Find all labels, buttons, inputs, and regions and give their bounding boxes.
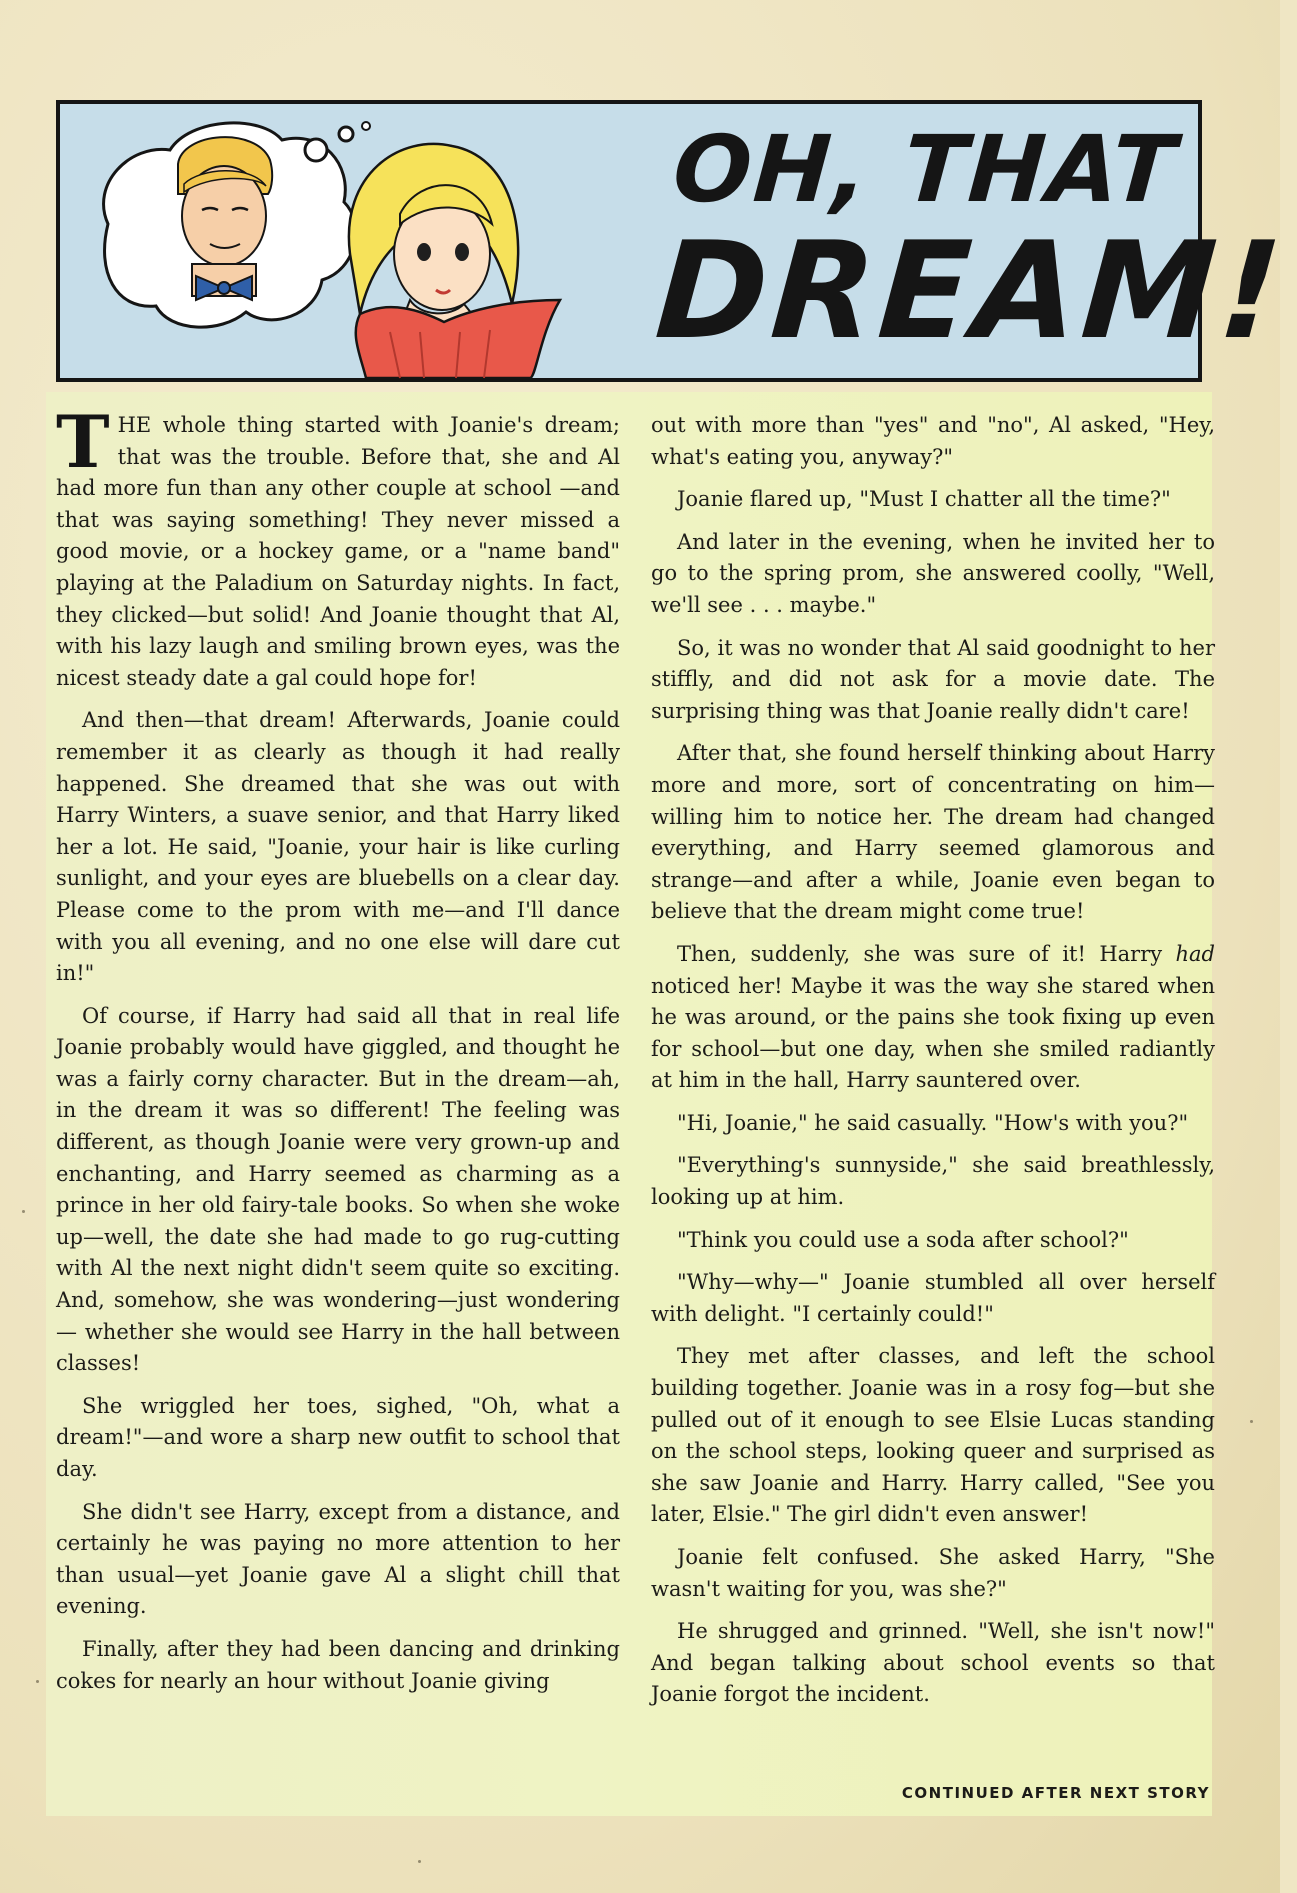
continued-note: CONTINUED AFTER NEXT STORY bbox=[901, 1784, 1210, 1802]
paragraph: And then—that dream! Afterwards, Joanie could remember it as clearly as though it had really happened. She dreamed that she was out with Harry Winters, a suave senior, and that Harry liked her a lot. He said, "Joanie, your hair is like curling sunlight, and your eyes are bluebells on a clear day. Please come to the prom with me—and I'll dance with you all evening, and no one else will dare cut in!" bbox=[56, 708, 620, 986]
paragraph: Joanie felt confused. She asked Harry, "She wasn't waiting for you, was she?" bbox=[651, 1545, 1215, 1601]
paragraph: Finally, after they had been dancing and drinking cokes for nearly an hour without Joanie giving bbox=[56, 1636, 620, 1693]
title-line-2: DREAM! bbox=[651, 213, 1291, 369]
paragraph: out with more than "yes" and "no", Al asked, "Hey, what's eating you, anyway?" bbox=[651, 413, 1215, 469]
paragraph: "Everything's sunnyside," she said breathlessly, looking up at him. bbox=[651, 1153, 1215, 1210]
paragraph: They met after classes, and left the school building together. Joanie was in a rosy fog—but she pulled out of it enough to see Elsie Lucas standing on the school steps, looking queer and surprised as she saw Joanie and Harry. Harry called, "See you later, Elsie." The girl didn't even answer! bbox=[651, 1344, 1215, 1527]
girl-portrait-icon bbox=[349, 144, 560, 378]
story-column-left bbox=[56, 399, 620, 1708]
paper-speck bbox=[418, 1860, 421, 1863]
title-line-1: OH, THAT bbox=[669, 116, 1181, 223]
paragraph: She wriggled her toes, sighed, "Oh, what a dream!"—and wore a sharp new outfit to school that day. bbox=[56, 1393, 620, 1481]
story-title bbox=[651, 116, 1291, 369]
paragraph: "Think you could use a soda after school?" bbox=[677, 1227, 1129, 1252]
banner-illustration bbox=[60, 104, 660, 378]
story-column-right bbox=[651, 410, 1215, 1722]
paragraph: Then, suddenly, she was sure of it! Harry had noticed her! Maybe it was the way she stared when he was around, or the pains she took fixing up even for school—but one day, when she smiled radiantly at him in the hall, Harry sauntered over. bbox=[651, 941, 1215, 1093]
drop-cap: T bbox=[56, 399, 110, 484]
paragraph: He shrugged and grinned. "Well, she isn't now!" And began talking about school events so that Joanie forgot the incident. bbox=[651, 1619, 1215, 1707]
paragraph bbox=[56, 399, 620, 694]
paper-speck bbox=[22, 1210, 25, 1213]
paragraph: So, it was no wonder that Al said goodnight to her stiffly, and did not ask for a movie date. The surprising thing was that Joanie really didn't care! bbox=[651, 635, 1215, 723]
paragraph: "Why—why—" Joanie stumbled all over herself with delight. "I certainly could!" bbox=[651, 1270, 1215, 1326]
title-banner bbox=[56, 100, 1291, 382]
paragraph: "Hi, Joanie," he said casually. "How's with you?" bbox=[677, 1110, 1189, 1135]
paragraph-text: HE whole thing started with Joanie's dream; that was the trouble. Before that, she and Al had more fun than any other couple at school —and that was saying something! They never missed a good movie, or a hockey game, or a "name band" playing at the Paladium on Saturday nights. In fact, they clicked—but solid! And Joanie thought that Al, with his lazy laugh and smiling brown eyes, was the nicest steady date a gal could hope for! bbox=[56, 413, 620, 690]
paragraph: Of course, if Harry had said all that in real life Joanie probably would have giggled, and thought he was a fairly corny character. But in the dream—ah, in the dream it was so different! The feeling was different, as though Joanie were very grown-up and enchanting, and Harry seemed as charming as a prince in her old fairy-tale books. So when she woke up—well, the date she had made to go rug-cutting with Al the next night didn't seem quite so exciting. And, somehow, she was wondering—just wondering— whether she would see Harry in the hall between classes! bbox=[56, 1003, 620, 1376]
paragraph: After that, she found herself thinking about Harry more and more, sort of concentrating on him—willing him to notice her. The dream had changed everything, and Harry seemed glamorous and strange—and after a while, Joanie even began to believe that the dream might come true! bbox=[651, 741, 1215, 924]
paragraph: She didn't see Harry, except from a distance, and certainly he was paying no more attention to her than usual—yet Joanie gave Al a slight chill that evening. bbox=[56, 1499, 620, 1619]
paper-speck bbox=[36, 1680, 39, 1683]
paragraph: And later in the evening, when he invited her to go to the spring prom, she answered coolly, "Well, we'll see . . . maybe." bbox=[651, 529, 1215, 617]
paper-speck bbox=[1250, 1420, 1253, 1423]
paragraph: Joanie flared up, "Must I chatter all the time?" bbox=[677, 487, 1171, 512]
